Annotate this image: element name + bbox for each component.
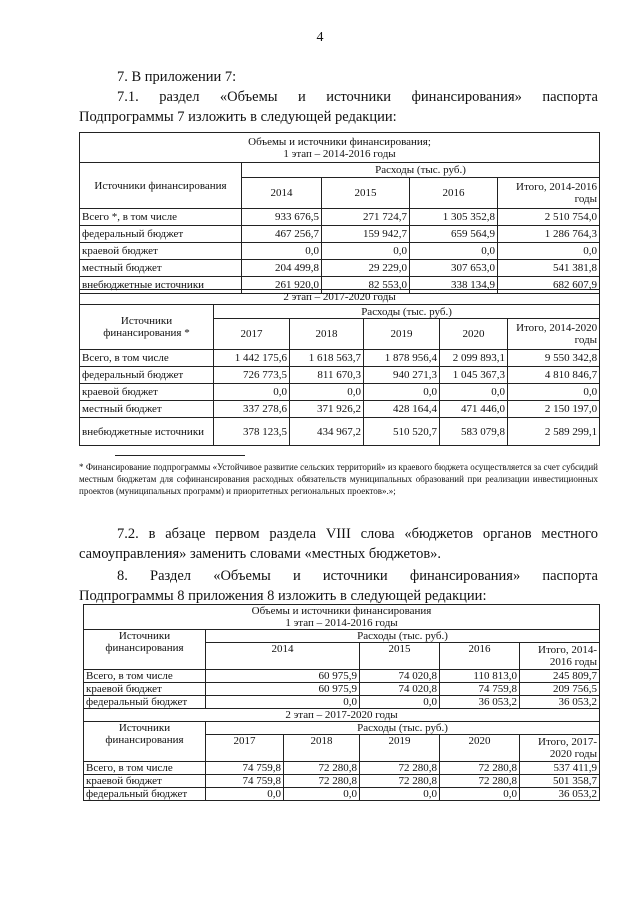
row-label: федеральный бюджет xyxy=(84,696,206,709)
table1-sources-header: Источники финансирования xyxy=(80,163,242,209)
row-label: местный бюджет xyxy=(80,260,242,277)
table1-total-header-stage2: Итого, 2014-2020 годы xyxy=(508,319,600,350)
table1-total-header: Итого, 2014-2016 годы xyxy=(498,178,600,209)
cell: 74 759,8 xyxy=(440,683,520,696)
financing-table-subprogram-7-stage2 xyxy=(79,289,600,446)
table2-total-header-stage2: Итого, 2017-2020 годы xyxy=(520,735,600,762)
cell: 159 942,7 xyxy=(322,226,410,243)
cell: 1 045 367,3 xyxy=(440,367,508,384)
cell: 307 653,0 xyxy=(410,260,498,277)
table2-title-line1: Объемы и источники финансирования xyxy=(251,605,432,617)
cell: 74 759,8 xyxy=(206,775,284,788)
table-row xyxy=(84,775,600,788)
cell: 2 510 754,0 xyxy=(498,209,600,226)
cell: 261 920,0 xyxy=(242,277,322,294)
table2-stage2-title: 2 этап – 2017-2020 годы xyxy=(84,709,600,722)
table-row xyxy=(84,788,600,801)
table1-year-2014: 2014 xyxy=(242,178,322,209)
table1-year-2017: 2017 xyxy=(214,319,290,350)
row-label: Всего, в том числе xyxy=(84,762,206,775)
cell: 2 589 299,1 xyxy=(508,418,600,446)
table-row xyxy=(84,683,600,696)
cell: 1 618 563,7 xyxy=(290,350,364,367)
cell: 378 123,5 xyxy=(214,418,290,446)
cell: 811 670,3 xyxy=(290,367,364,384)
table2-title-line2: 1 этап – 2014-2016 годы xyxy=(285,617,398,629)
row-label: внебюджетные источники xyxy=(80,418,214,446)
table-row xyxy=(80,260,600,277)
table2-year-2020: 2020 xyxy=(440,735,520,762)
cell: 204 499,8 xyxy=(242,260,322,277)
table2-sources-header-stage2: Источники финансирования xyxy=(84,722,206,762)
table1-year-2019: 2019 xyxy=(364,319,440,350)
cell: 4 810 846,7 xyxy=(508,367,600,384)
cell: 0,0 xyxy=(214,384,290,401)
cell: 434 967,2 xyxy=(290,418,364,446)
cell: 0,0 xyxy=(440,788,520,801)
cell: 0,0 xyxy=(242,243,322,260)
table1-expenses-header: Расходы (тыс. руб.) xyxy=(242,163,600,178)
cell: 72 280,8 xyxy=(440,762,520,775)
cell: 471 446,0 xyxy=(440,401,508,418)
cell: 60 975,9 xyxy=(206,683,360,696)
cell: 0,0 xyxy=(290,384,364,401)
table1-title-line1: Объемы и источники финансирования; xyxy=(248,135,431,148)
cell: 338 134,9 xyxy=(410,277,498,294)
cell: 337 278,6 xyxy=(214,401,290,418)
footnote: * Финансирование подпрограммы «Устойчивое развитие сельских территорий» из краевого бюджета осуществляется за счет субсидий местным бюджетам для софинансирования расходных обязательств муниципальных образований при реализации инвестиционных проектов (муниципальных программ) и приоритетных региональных проектов».»; xyxy=(79,462,598,496)
paragraph-7-2-line1: 7.2. в абзаце первом раздела VIII слова «бюджетов органов местного xyxy=(117,526,598,542)
cell: 72 280,8 xyxy=(284,762,360,775)
cell: 0,0 xyxy=(360,788,440,801)
cell: 467 256,7 xyxy=(242,226,322,243)
cell: 933 676,5 xyxy=(242,209,322,226)
paragraph-7: 7. В приложении 7: xyxy=(117,69,237,85)
table2-title xyxy=(84,605,600,630)
paragraph-7-2-line2: самоуправления» заменить словами «местных бюджетов». xyxy=(79,546,442,562)
paragraph-8-line2: Подпрограммы 8 приложения 8 изложить в следующей редакции: xyxy=(79,588,487,604)
cell: 726 773,5 xyxy=(214,367,290,384)
cell: 541 381,8 xyxy=(498,260,600,277)
row-label: краевой бюджет xyxy=(84,683,206,696)
cell: 36 053,2 xyxy=(520,788,600,801)
row-label: краевой бюджет xyxy=(80,243,242,260)
cell: 0,0 xyxy=(498,243,600,260)
cell: 1 286 764,3 xyxy=(498,226,600,243)
table2-expenses-header: Расходы (тыс. руб.) xyxy=(206,630,600,643)
cell: 2 150 197,0 xyxy=(508,401,600,418)
table2-year-2015: 2015 xyxy=(360,643,440,670)
cell: 271 724,7 xyxy=(322,209,410,226)
financing-table-subprogram-7 xyxy=(79,132,600,294)
cell: 682 607,9 xyxy=(498,277,600,294)
cell: 29 229,0 xyxy=(322,260,410,277)
table1-title-line2: 1 этап – 2014-2016 годы xyxy=(283,147,396,160)
cell: 537 411,9 xyxy=(520,762,600,775)
cell: 0,0 xyxy=(440,384,508,401)
cell: 1 878 956,4 xyxy=(364,350,440,367)
table1-year-2016: 2016 xyxy=(410,178,498,209)
table-row xyxy=(84,696,600,709)
page-number: 4 xyxy=(316,30,324,45)
cell: 74 020,8 xyxy=(360,683,440,696)
financing-table-subprogram-8 xyxy=(83,604,600,801)
table-row xyxy=(80,418,600,446)
table1-sources-header-stage2: Источники финансирования * xyxy=(80,305,214,350)
cell: 0,0 xyxy=(322,243,410,260)
table1-year-2015: 2015 xyxy=(322,178,410,209)
cell: 209 756,5 xyxy=(520,683,600,696)
table2-year-2017: 2017 xyxy=(206,735,284,762)
table-row xyxy=(80,367,600,384)
table1-title xyxy=(80,133,600,163)
row-label: местный бюджет xyxy=(80,401,214,418)
cell: 74 020,8 xyxy=(360,670,440,683)
cell: 110 813,0 xyxy=(440,670,520,683)
row-label: краевой бюджет xyxy=(84,775,206,788)
cell: 2 099 893,1 xyxy=(440,350,508,367)
cell: 428 164,4 xyxy=(364,401,440,418)
table1-year-2020: 2020 xyxy=(440,319,508,350)
table-row xyxy=(80,243,600,260)
table2-year-2018: 2018 xyxy=(284,735,360,762)
row-label: Всего, в том числе xyxy=(80,350,214,367)
cell: 0,0 xyxy=(284,788,360,801)
row-label: Всего *, в том числе xyxy=(80,209,242,226)
cell: 0,0 xyxy=(206,696,360,709)
table-row xyxy=(80,209,600,226)
table2-total-header: Итого, 2014-2016 годы xyxy=(520,643,600,670)
table2-year-2014: 2014 xyxy=(206,643,360,670)
paragraph-7-1-line1: 7.1. раздел «Объемы и источники финансирования» паспорта xyxy=(117,89,598,105)
cell: 0,0 xyxy=(364,384,440,401)
row-label: краевой бюджет xyxy=(80,384,214,401)
table-row xyxy=(80,384,600,401)
cell: 0,0 xyxy=(508,384,600,401)
cell: 9 550 342,8 xyxy=(508,350,600,367)
cell: 940 271,3 xyxy=(364,367,440,384)
cell: 36 053,2 xyxy=(440,696,520,709)
row-label: федеральный бюджет xyxy=(84,788,206,801)
footnote-separator xyxy=(115,455,245,456)
cell: 510 520,7 xyxy=(364,418,440,446)
paragraph-7-1-line2: Подпрограммы 7 изложить в следующей редакции: xyxy=(79,109,397,125)
row-label: Всего, в том числе xyxy=(84,670,206,683)
cell: 72 280,8 xyxy=(284,775,360,788)
cell: 36 053,2 xyxy=(520,696,600,709)
table-row xyxy=(84,762,600,775)
cell: 0,0 xyxy=(410,243,498,260)
table2-year-2016: 2016 xyxy=(440,643,520,670)
cell: 0,0 xyxy=(360,696,440,709)
table1-expenses-header-stage2: Расходы (тыс. руб.) xyxy=(214,305,600,319)
cell: 583 079,8 xyxy=(440,418,508,446)
cell: 82 553,0 xyxy=(322,277,410,294)
cell: 245 809,7 xyxy=(520,670,600,683)
table-row xyxy=(80,350,600,367)
cell: 72 280,8 xyxy=(360,762,440,775)
cell: 0,0 xyxy=(206,788,284,801)
cell: 371 926,2 xyxy=(290,401,364,418)
table2-expenses-header-stage2: Расходы (тыс. руб.) xyxy=(206,722,600,735)
table1-stage2-title: 2 этап – 2017-2020 годы xyxy=(80,290,600,305)
cell: 659 564,9 xyxy=(410,226,498,243)
cell: 72 280,8 xyxy=(440,775,520,788)
cell: 60 975,9 xyxy=(206,670,360,683)
table2-year-2019: 2019 xyxy=(360,735,440,762)
row-label: внебюджетные источники xyxy=(80,277,242,294)
cell: 1 442 175,6 xyxy=(214,350,290,367)
table1-year-2018: 2018 xyxy=(290,319,364,350)
row-label: федеральный бюджет xyxy=(80,226,242,243)
cell: 72 280,8 xyxy=(360,775,440,788)
paragraph-8-line1: 8. Раздел «Объемы и источники финансирования» паспорта xyxy=(117,568,598,584)
table-row xyxy=(80,401,600,418)
cell: 74 759,8 xyxy=(206,762,284,775)
row-label: федеральный бюджет xyxy=(80,367,214,384)
cell: 501 358,7 xyxy=(520,775,600,788)
table-row xyxy=(84,670,600,683)
cell: 1 305 352,8 xyxy=(410,209,498,226)
table-row xyxy=(80,226,600,243)
table2-sources-header: Источники финансирования xyxy=(84,630,206,670)
